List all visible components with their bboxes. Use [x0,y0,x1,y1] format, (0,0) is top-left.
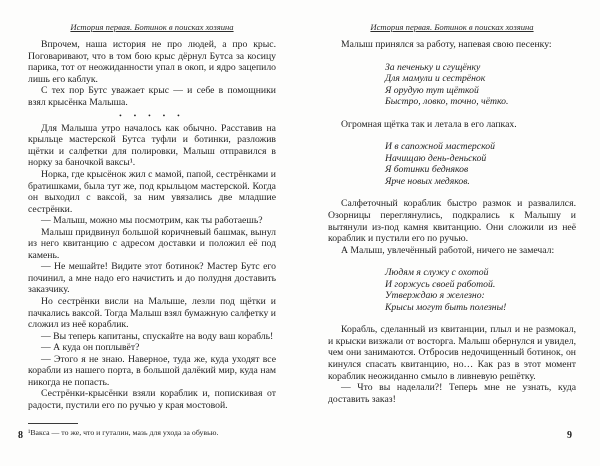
verse-line: За печеньку и сгущёнку [385,61,481,73]
verse-line: И горжусь своей работой. [385,278,496,290]
paragraph: — Что вы наделали?! Теперь мне не узнать, куда доставить заказ! [328,382,576,405]
section-separator: • • • • • [119,111,185,121]
paragraph: Сестрёнки-крысёнки взяли кораблик и, попискивая от радости, пустили его по ручью у края мостовой. [28,388,276,411]
verse-line: Быстро, ловко, точно, чётко. [385,96,509,108]
paragraph: Норка, где крысёнок жил с мамой, папой, сестрёнками и братишками, была тут же, под крыльцом мастерской. Когда он выходил с ваксой, за ним увязались две младшие сестрёнки. [28,169,276,215]
paragraph: Для Малыша утро началось как обычно. Расставив на крыльце мастерской Бутса туфли и ботинки, разложив щётки и салфетки для полировки, Малыш отправился в норку за баночкой ваксы¹. [28,122,276,169]
paragraph: — Не мешайте! Видите этот ботинок? Мастер Бутс его починил, а мне надо его начистить и до полудня доставить заказчику. [28,261,276,296]
left-page [28,0,276,466]
footnote-divider [28,423,78,424]
paragraph: Огромная щётка так и летала в его лапках. [341,118,517,130]
paragraph: — А куда он поплывёт? [41,342,140,354]
verse-line: Крысы могут быть полезны! [385,301,507,313]
song-verse [385,267,576,313]
paragraph: Малыш принялся за работу, напевая свою песенку: [341,39,552,50]
running-header-left: История первая. Ботинок в поисках хозяина [70,22,234,32]
paragraph: — Вы теперь капитаны, спускайте на воду ваш корабль! [41,330,274,342]
paragraph: Малыш придвинул большой коричневый башмак, вынул из него квитанцию с адресом доставки и положил её под камень. [28,226,276,261]
verse-line: Я ботинки бедняков [385,164,469,176]
paragraph: А Малыш, увлечённый работой, ничего не замечал: [341,244,555,256]
paragraph: Корабль, сделанный из квитанции, плыл и не размокал, и крыски визжали от восторга. Малыш обернулся и увидел, чем они занимаются. Отбросив недочищенный ботинок, он кинулся спасать квитанцию, но… Как раз в этот момент кораблик неожиданно смыло в ливневую решётку. [328,324,576,382]
footnote: ¹Вакса — то же, что и гуталин, мазь для ухода за обувью. [28,428,219,437]
right-page [328,0,576,466]
verse-line: Для мамули и сестрёнок [385,73,486,85]
verse-line: Я орудую тут щёткой [385,84,479,96]
paragraph: Салфеточный кораблик быстро размок и развалился. Озорницы переглянулись, подкрались к Малышу и вытянули из-под камня квитанцию. Они сложили из неё кораблик и пустили его по ручью. [328,198,576,245]
verse-line: Людям я служу с охотой [385,267,489,279]
page-number-left: 8 [18,430,23,441]
verse-line: Утверждаю я железно: [385,290,485,302]
paragraph: С тех пор Бутс уважает крыс — и себе в помощники взял крысёнка Малыша. [28,85,276,108]
page-number-right: 9 [567,430,572,441]
running-header-right: История первая. Ботинок в поисках хозяина [370,22,534,32]
verse-line: Ярче новых медяков. [385,175,470,187]
left-page-text [28,39,276,412]
verse-line: Начищаю день-деньской [385,152,487,164]
verse-line: И в сапожной мастерской [385,141,495,153]
paragraph: Впрочем, наша история не про людей, а про крыс. Поговаривают, что в том бою крыс дёрнул Бутса за косицу парика, тот от неожиданности упал в окоп, и ядро зацепило лишь его каблук. [28,39,276,85]
right-page-text [328,39,576,405]
paragraph: — Этого я не знаю. Наверное, туда же, куда уходят все корабли из нашего порта, в большой далёкий мир, куда нам никогда не попасть. [28,353,276,388]
footnote-block [28,423,276,437]
song-verse [385,62,576,108]
paragraph: Но сестрёнки висли на Малыше, лезли под щётки и пачкались ваксой. Тогда Малыш взял бумажную салфетку и сложил из неё кораблик. [28,296,276,331]
paragraph: — Малыш, можно мы посмотрим, как ты работаешь? [41,215,263,227]
song-verse [385,141,576,187]
